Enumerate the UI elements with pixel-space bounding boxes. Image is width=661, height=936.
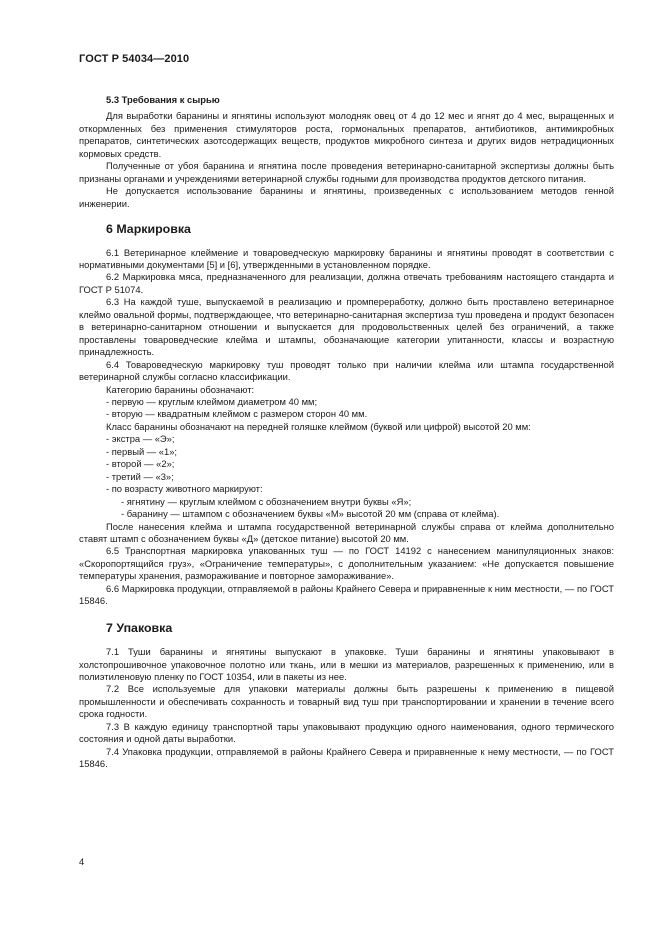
paragraph: 6.4 Товароведческую маркировку туш проводят только при наличии клейма или штампа государственной ветеринарной службы согласно классификации. bbox=[79, 358, 614, 383]
list-item: - по возрасту животного маркируют: bbox=[106, 483, 263, 495]
list-item-nested: - ягнятину — круглым клеймом с обозначением внутри буквы «Я»; bbox=[121, 495, 412, 507]
paragraph: Полученные от убоя баранина и ягнятина после проведения ветеринарно-санитарной экспертизы должны быть признаны органами и учреждениями ветеринарной службы годными для производства продуктов детского питания. bbox=[79, 160, 614, 184]
paragraph: 6.5 Транспортная маркировка упакованных туш — по ГОСТ 14192 с нанесением манипуляционных знаков: «Скоропортящийся груз», «Ограничение температуры», с дополнительным указанием: «Не допускается повышение температуры хранения, размораживание и повторное замораживание». bbox=[79, 545, 614, 582]
paragraph: Для выработки баранины и ягнятины используют молодняк овец от 4 до 12 мес и ягнят до 4 мес, выращенных и откормленных без применения стимуляторов роста, гормональных препаратов, антибиотиков, антимикробных препаратов, синтетических азотсодержащих веществ, продуктов микробного синтеза и других видов нетрадиционных кормовых средств. bbox=[79, 110, 614, 159]
page-content bbox=[79, 94, 614, 771]
paragraph: 6.1 Ветеринарное клеймение и товароведческую маркировку баранины и ягнятины проводят в соответствии с нормативными документами [5] и [6], утвержденными в установленном порядке. bbox=[79, 246, 614, 270]
paragraph: Не допускается использование баранины и ягнятины, произведенных с использованием методов генной инженерии. bbox=[79, 185, 614, 209]
paragraph: 7.4 Упаковка продукции, отправляемой в районы Крайнего Севера и приравненные к нему местности, — по ГОСТ 15846. bbox=[79, 745, 614, 770]
list-item: - экстра — «Э»; bbox=[106, 433, 175, 445]
running-header: ГОСТ Р 54034—2010 bbox=[79, 53, 190, 65]
section-heading-7: 7 Упаковка bbox=[106, 620, 173, 635]
section-heading-6: 6 Маркировка bbox=[106, 222, 191, 237]
paragraph: 7.1 Туши баранины и ягнятины выпускают в упаковке. Туши баранины и ягнятины упаковывают в холстопрошивочное упаковочное полотно или ткань, или в мешки из материалов, разрешенных к применению, или в полиэтиленовую пленку по ГОСТ 10354, или в пакеты из нее. bbox=[79, 646, 614, 683]
list-item: - вторую — квадратным клеймом с размером сторон 40 мм. bbox=[106, 408, 368, 420]
paragraph: 7.2 Все используемые для упаковки материалы должны быть разрешены к применению в пищевой промышленности и обеспечивать сохранность и товарный вид туш при транспортировании и хранении в течение всего срока годности. bbox=[79, 683, 614, 720]
paragraph: 6.6 Маркировка продукции, отправляемой в районы Крайнего Севера и приравненные к ним местности, — по ГОСТ 15846. bbox=[79, 582, 614, 607]
list-item: - первую — круглым клеймом диаметром 40 мм; bbox=[106, 395, 318, 407]
paragraph: 7.3 В каждую единицу транспортной тары упаковывают продукцию одного наименования, одного термического состояния и одной даты выработки. bbox=[79, 720, 614, 745]
subsection-title-5-3: 5.3 Требования к сырью bbox=[106, 94, 220, 105]
page-number: 4 bbox=[79, 856, 85, 867]
list-item: - третий — «3»; bbox=[106, 470, 174, 482]
paragraph: 6.3 На каждой туше, выпускаемой в реализацию и промпереработку, должно быть проставлено ветеринарное клеймо овальной формы, подтверждающее, что ветеринарно-санитарная экспертиза туш проведена и продукт безопасен в ветеринарно-санитарном отношении и выпускается для продовольственных целей без ограничений, а также проставлены товароведческие клейма и штампы, обозначающие категории упитанности, классы и возрастную принадлежность. bbox=[79, 296, 614, 358]
paragraph: 6.2 Маркировка мяса, предназначенного для реализации, должна отвечать требованиям настоящего стандарта и ГОСТ Р 51074. bbox=[79, 271, 614, 295]
paragraph: После нанесения клейма и штампа государственной ветеринарной службы справа от клейма дополнительно ставят штамп с обозначением буквы «Д» (детское питание) высотой 20 мм. bbox=[79, 520, 614, 544]
paragraph: Класс баранины обозначают на передней голяшке клеймом (буквой или цифрой) высотой 20 мм: bbox=[106, 420, 531, 432]
list-item: - второй — «2»; bbox=[106, 458, 175, 470]
list-item: - первый — «1»; bbox=[106, 445, 178, 457]
list-item-nested: - баранину — штампом с обозначением буквы «М» высотой 20 мм (справа от клейма). bbox=[121, 508, 500, 520]
paragraph: Категорию баранины обозначают: bbox=[106, 383, 255, 395]
